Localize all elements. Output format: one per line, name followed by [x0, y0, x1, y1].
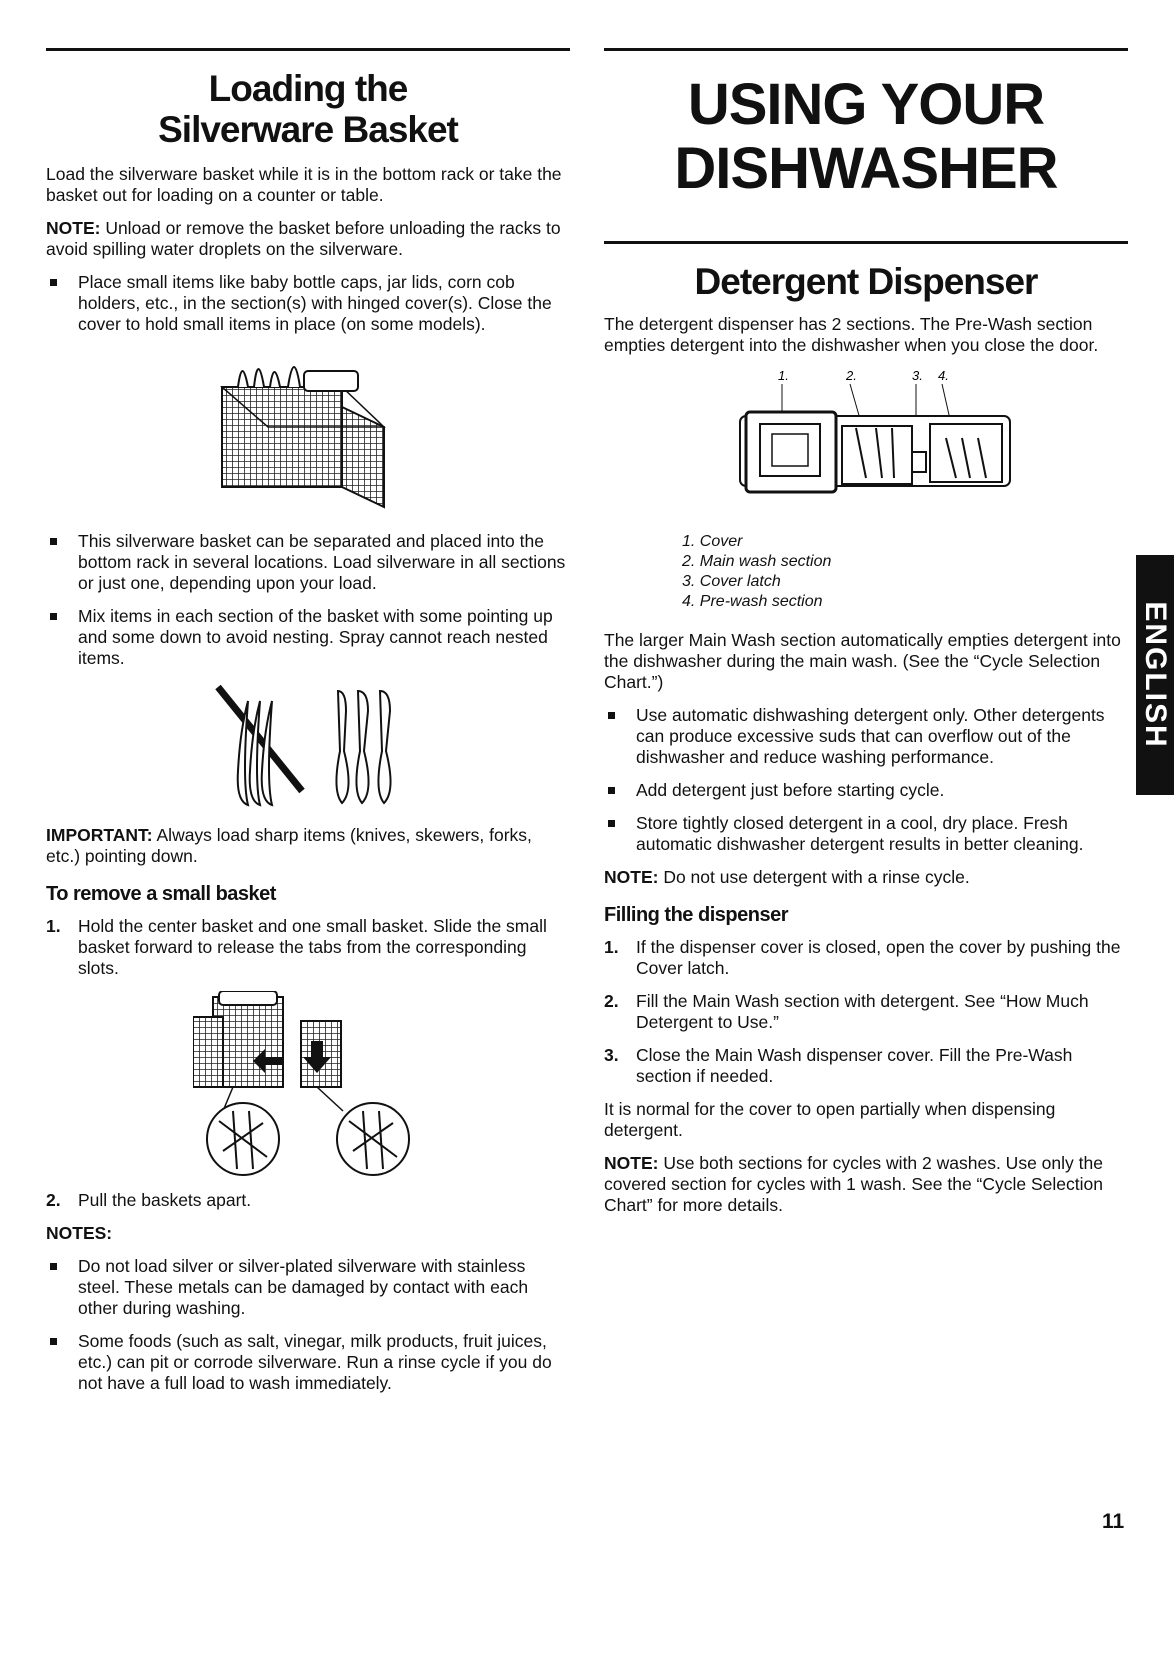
list-item [46, 916, 570, 979]
callout-2: 2. [846, 368, 857, 384]
list-item: Place small items like baby bottle caps, jar lids, corn cob holders, etc., in the section(s) with hinged cover(s). Close the cover to hold small items in place (on some models). [46, 272, 570, 335]
page-number: 11 [1102, 1510, 1125, 1533]
step-text: Hold the center basket and one small basket. Slide the small basket forward to release the tabs from the corresponding slots. [78, 916, 547, 979]
note-text: Use both sections for cycles with 2 washes. Use only the covered section for cycles with 1 wash. See the “Cycle Selection Chart” for more details. [604, 1153, 1103, 1216]
detergent-section-title: Detergent Dispenser [694, 260, 1038, 302]
callout-3: 3. [912, 368, 923, 384]
silverware-basket-illustration [208, 347, 408, 517]
list-item [604, 991, 1128, 1033]
legend-item: 1. Cover [682, 533, 743, 551]
note-text: Do not use detergent with a rinse cycle. [658, 867, 970, 888]
utensils-direction-illustration [208, 681, 408, 811]
callout-4: 4. [938, 368, 949, 384]
silverware-note [46, 218, 570, 260]
notes-label-text: NOTES: [46, 1223, 113, 1244]
silverware-intro: Load the silverware basket while it is in the bottom rack or take the basket out for loading on a counter or table. [46, 164, 562, 206]
left-top-rule [46, 48, 570, 51]
basket-separation-illustration [193, 991, 423, 1176]
dispenser-legend [682, 532, 1128, 612]
callout-1: 1. [778, 368, 789, 384]
page-title-line-2: DISHWASHER [674, 135, 1058, 201]
basket-placement-list [46, 531, 570, 669]
note-label: NOTE: [604, 1153, 659, 1174]
list-item [46, 1190, 570, 1211]
step-text: Fill the Main Wash section with detergent. See “How Much Detergent to Use.” [636, 991, 1089, 1033]
language-tab-label: ENGLISH [1139, 601, 1172, 749]
legend-item: 3. Cover latch [682, 573, 781, 591]
legend-item: 2. Main wash section [682, 553, 832, 571]
legend-item: 4. Pre-wash section [682, 593, 823, 611]
small-items-list [46, 272, 570, 335]
silverware-section-title [46, 69, 570, 150]
partial-open-text: It is normal for the cover to open partially when dispensing detergent. [604, 1099, 1056, 1141]
step-number: 3. [604, 1045, 619, 1066]
step-text: Pull the baskets apart. [78, 1190, 252, 1211]
left-column [46, 48, 570, 1406]
note-label: NOTE: [604, 867, 659, 888]
notes-list [46, 1256, 570, 1394]
right-column [604, 48, 1128, 1228]
list-item: Some foods (such as salt, vinegar, milk products, fruit juices, etc.) can pit or corrode silverware. Run a rinse cycle if you do not have a full load to wash immediately. [46, 1331, 570, 1394]
step-number: 2. [46, 1190, 61, 1211]
list-item: Use automatic dishwashing detergent only. Other detergents can produce excessive suds that can overflow out of the dishwasher and reduce washing performance. [604, 705, 1128, 768]
step-number: 1. [604, 937, 619, 958]
page-title [604, 73, 1128, 201]
title-line-1: Loading the [208, 68, 408, 109]
rinse-note [604, 867, 1128, 888]
list-item: Add detergent just before starting cycle. [604, 780, 1128, 801]
right-mid-rule [604, 241, 1128, 244]
detergent-dispenser-diagram [716, 368, 1016, 518]
cycles-note [604, 1153, 1128, 1216]
list-item: This silverware basket can be separated and placed into the bottom rack in several locations. Load silverware in all sections or just one, depending upon your load. [46, 531, 570, 594]
remove-steps-list-1 [46, 916, 570, 979]
step-number: 2. [604, 991, 619, 1012]
important-text: Always load sharp items (knives, skewers, forks, etc.) pointing down. [46, 825, 532, 867]
remove-steps-list-2 [46, 1190, 570, 1211]
list-item: Do not load silver or silver-plated silverware with stainless steel. These metals can be damaged by contact with each other during washing. [46, 1256, 570, 1319]
list-item [604, 1045, 1128, 1087]
dispenser-intro: The detergent dispenser has 2 sections. The Pre-Wash section empties detergent into the dishwasher when you close the door. [604, 314, 1099, 356]
page-title-line-1: USING YOUR [687, 72, 1045, 137]
title-line-2: Silverware Basket [158, 108, 458, 150]
filling-heading: Filling the dispenser [604, 904, 788, 927]
list-item: Store tightly closed detergent in a cool, dry place. Fresh automatic dishwasher detergent results in better cleaning. [604, 813, 1128, 855]
filling-steps-list [604, 937, 1128, 1087]
language-tab [1136, 555, 1174, 795]
important-note [46, 825, 570, 867]
list-item [604, 937, 1128, 979]
right-top-rule [604, 48, 1128, 51]
note-label: NOTE: [46, 218, 101, 239]
important-label: IMPORTANT: [46, 825, 153, 846]
note-text: Unload or remove the basket before unloading the racks to avoid spilling water droplets on the silverware. [46, 218, 561, 260]
list-item: Mix items in each section of the basket with some pointing up and some down to avoid nesting. Spray cannot reach nested items. [46, 606, 570, 669]
step-text: If the dispenser cover is closed, open the cover by pushing the Cover latch. [636, 937, 1121, 979]
detergent-tips-list [604, 705, 1128, 855]
step-text: Close the Main Wash dispenser cover. Fill the Pre-Wash section if needed. [636, 1045, 1073, 1087]
remove-basket-heading: To remove a small basket [46, 883, 276, 906]
step-number: 1. [46, 916, 61, 937]
notes-label [46, 1223, 570, 1244]
main-wash-text: The larger Main Wash section automatically empties detergent into the dishwasher during the main wash. (See the “Cycle Selection Chart.”) [604, 630, 1121, 693]
